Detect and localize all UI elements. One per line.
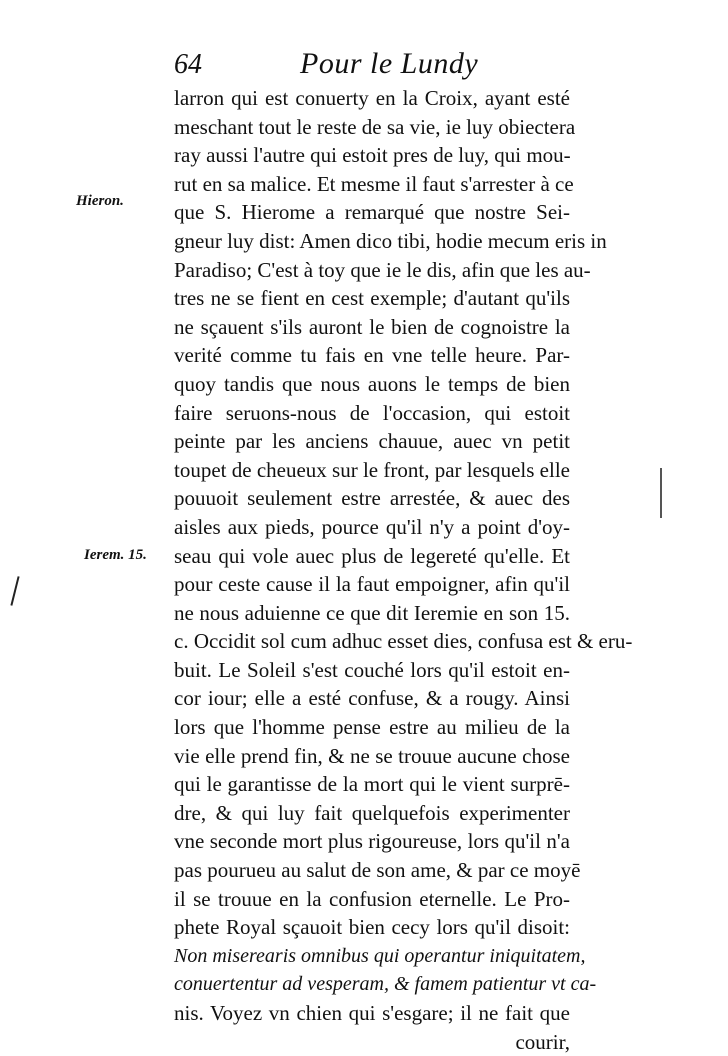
text-line-latin: Non miserearis omnibus qui operantur iniquitatem, (174, 944, 586, 967)
text-line: rut en sa malice. Et mesme il faut s'arrester à ce (174, 171, 574, 196)
text-line: ray aussi l'autre qui estoit pres de luy, qui mou- (174, 143, 571, 168)
margin-rule-mark (660, 468, 662, 518)
text-line: lors que l'homme pense estre au milieu de la (174, 715, 570, 740)
page-number: 64 (174, 49, 202, 80)
margin-note-hieron: Hieron. (76, 193, 124, 209)
text-line: pas pourueu au salut de son ame, & par ce moyē (174, 858, 581, 883)
text-line: c. Occidit sol cum adhuc esset dies, confusa est & eru- (174, 629, 633, 654)
text-line: ne sçauent s'ils auront le bien de cognoistre la (174, 314, 570, 339)
text-line: nis. Voyez vn chien qui s'esgare; il ne fait que (174, 1001, 570, 1025)
text-line: peinte par les anciens chauue, auec vn petit (174, 429, 570, 454)
text-line: pour ceste cause il la faut empoigner, afin qu'il (174, 572, 570, 597)
text-line: verité comme tu fais en vne telle heure. Par- (174, 343, 570, 368)
text-line: vie elle prend fin, & ne se trouue aucune chose (174, 743, 570, 768)
ink-slash-mark (10, 576, 19, 606)
text-line-latin: conuertentur ad vesperam, & famem patientur vt ca- (174, 973, 597, 996)
text-line: il se trouue en la confusion eternelle. Le Pro- (174, 886, 570, 911)
text-line: ne nous aduienne ce que dit Ieremie en son 15. (174, 600, 570, 625)
text-line: larron qui est conuerty en la Croix, ayant esté (174, 86, 570, 110)
running-head: Pour le Lundy (300, 47, 479, 80)
text-line: phete Royal sçauoit bien cecy lors qu'il disoit: (174, 915, 570, 940)
text-line: quoy tandis que nous auons le temps de bien (174, 371, 570, 396)
text-line: faire seruons-nous de l'occasion, qui estoit (174, 400, 570, 425)
text-line: aisles aux pieds, pource qu'il n'y a point d'oy- (174, 514, 570, 539)
catchword: courir, (515, 1029, 570, 1054)
text-line: vne seconde mort plus rigoureuse, lors qu'il n'a (174, 829, 570, 854)
text-line: toupet de cheueux sur le front, par lesquels elle (174, 457, 570, 482)
text-line: buit. Le Soleil s'est couché lors qu'il estoit en- (174, 657, 570, 682)
margin-note-ieremie: Ierem. 15. (84, 547, 147, 563)
text-line: seau qui vole auec plus de legereté qu'elle. Et (174, 543, 570, 568)
text-line: que S. Hierome a remarqué que nostre Sei- (174, 200, 570, 225)
text-line: pouuoit seulement estre arrestée, & auec des (174, 486, 570, 511)
text-line: qui le garantisse de la mort qui le vient surprē- (174, 772, 570, 797)
text-line: meschant tout le reste de sa vie, ie luy obiectera (174, 114, 576, 139)
body-text (174, 84, 633, 1056)
text-line: dre, & qui luy fait quelquefois experimenter (174, 800, 570, 825)
text-line: tres ne se fient en cest exemple; d'autant qu'ils (174, 286, 570, 311)
text-line: gneur luy dist: Amen dico tibi, hodie mecum eris in (174, 228, 607, 253)
text-line: cor iour; elle a esté confuse, & a rougy. Ainsi (174, 686, 570, 711)
text-line: Paradiso; C'est à toy que ie le dis, afin que les au- (174, 257, 591, 282)
